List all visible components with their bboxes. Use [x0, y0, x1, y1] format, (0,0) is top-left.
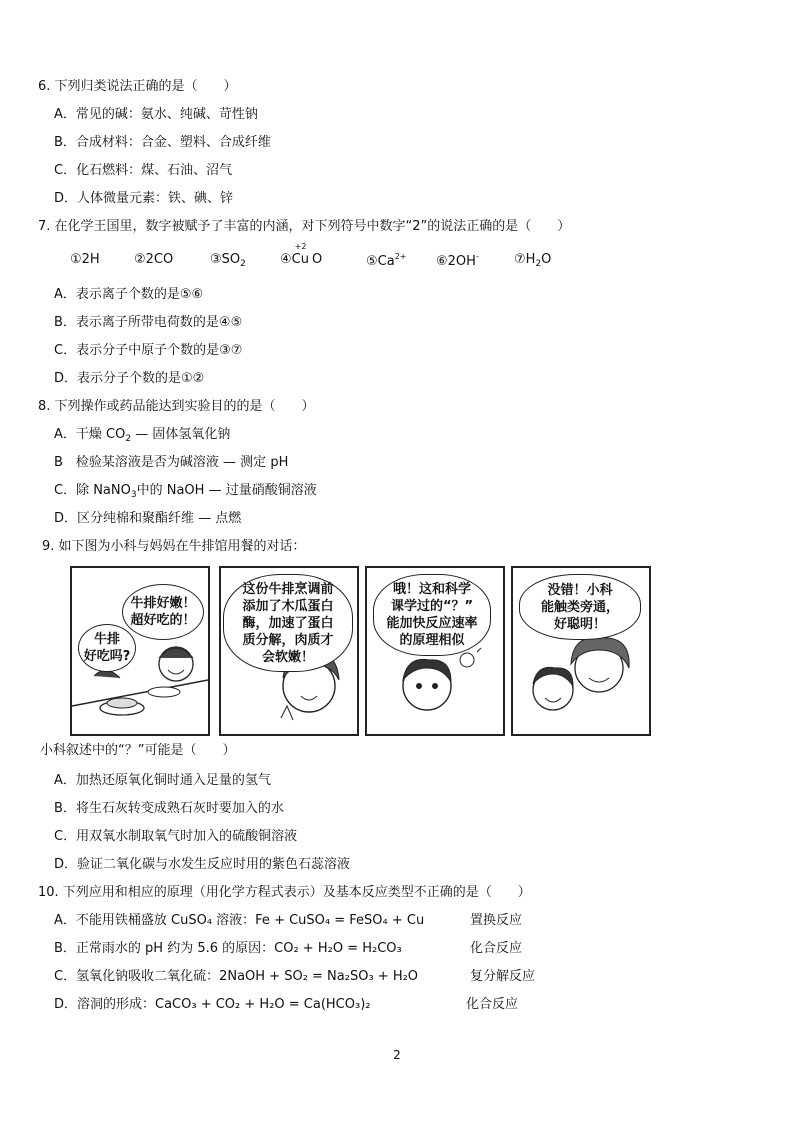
q6-stem: 6. 下列归类说法正确的是（ ）	[38, 79, 237, 94]
q10-option-d-type: 化合反应	[466, 997, 519, 1012]
q7-option-c: C．表示分子中原子个数的是③⑦	[54, 343, 243, 358]
symbol-7: $⑦H_2O$	[514, 252, 552, 269]
q10-option-a: A．不能用铁桶盛放 CuSO₄ 溶液：Fe + CuSO₄ = FeSO₄ + Cu	[54, 913, 425, 928]
comic-panel-2	[219, 566, 359, 736]
q6-option-b: B．合成材料：合金、塑料、合成纤维	[54, 135, 271, 150]
q10-option-d: D．溶洞的形成：CaCO₃ + CO₂ + H₂O = Ca(HCO₃)₂	[54, 997, 371, 1012]
q10-option-c-type: 复分解反应	[470, 969, 536, 984]
speech-bubble-mom-praise: 没错！小科 能触类旁通， 好聪明！	[519, 574, 641, 640]
symbol-4: ④ +2 Cu O	[280, 242, 323, 267]
comic-panel-3	[365, 566, 505, 736]
q10-option-b-type: 化合反应	[470, 941, 523, 956]
q9-question: 小科叙述中的“？”可能是（ ）	[40, 743, 236, 758]
symbol-5: $⑤Ca^{2+}$	[366, 252, 407, 269]
q6-option-d: D．人体微量元素：铁、碘、锌	[54, 191, 234, 206]
q7-option-a: A．表示离子个数的是⑤⑥	[54, 287, 204, 302]
symbol-6: ⑥2OH-	[436, 252, 479, 269]
page-number: 2	[393, 1048, 401, 1062]
q8-option-b: B 检验某溶液是否为碱溶液 — 测定 pH	[54, 455, 289, 470]
q7-option-d: D．表示分子个数的是①②	[54, 371, 205, 386]
q9-option-c: C．用双氧水制取氧气时加入的硫酸铜溶液	[54, 829, 298, 844]
q10-option-c: C．氢氧化钠吸收二氧化硫：2NaOH + SO₂ = Na₂SO₃ + H₂O	[54, 969, 419, 984]
speech-bubble-mom-explain: 这份牛排烹调前 添加了木瓜蛋白 酶，加速了蛋白 质分解，肉质才 会软嫩！	[223, 574, 353, 672]
symbol-1: ①2H	[70, 252, 100, 267]
q9-option-d: D．验证二氧化碳与水发生反应时用的紫色石蕊溶液	[54, 857, 351, 872]
q10-stem: 10. 下列应用和相应的原理（用化学方程式表示）及基本反应类型不正确的是（ ）	[38, 885, 531, 900]
speech-bubble-mom-question: 牛排 好吃吗?	[78, 624, 136, 672]
comic-panel-4	[511, 566, 651, 736]
q8-stem: 8. 下列操作或药品能达到实验目的的是（ ）	[38, 399, 315, 414]
q8-option-c: C．除 NaNO$_3$中的 NaOH — 过量硝酸铜溶液	[54, 483, 317, 500]
q6-option-a: A．常见的碱：氨水、纯碱、苛性钠	[54, 107, 258, 122]
q6-option-c: C．化石燃料：煤、石油、沼气	[54, 163, 233, 178]
q9-stem: 9. 如下图为小科与妈妈在牛排馆用餐的对话：	[42, 539, 306, 554]
speech-bubble-boy-idea: 哦！这和科学 课学过的“？” 能加快反应速率 的原理相似	[373, 574, 491, 656]
symbol-3: $③SO_2$	[210, 252, 246, 269]
q7-stem: 7. 在化学王国里，数字被赋予了丰富的内涵，对下列符号中数字“2”的说法正确的是（ ）	[38, 219, 571, 234]
q10-option-b: B．正常雨水的 pH 约为 5.6 的原因：CO₂ + H₂O = H₂CO₃	[54, 941, 402, 956]
q9-option-b: B．将生石灰转变成熟石灰时要加入的水	[54, 801, 284, 816]
comic-panel-1	[70, 566, 210, 736]
q7-option-b: B．表示离子所带电荷数的是④⑤	[54, 315, 243, 330]
q9-option-a: A．加热还原氧化铜时通入足量的氢气	[54, 773, 271, 788]
q8-option-a: A．干燥 $CO_2$ — 固体氢氧化钠	[54, 427, 231, 444]
symbol-2: ②2CO	[134, 252, 174, 267]
q10-option-a-type: 置换反应	[470, 913, 523, 928]
q8-option-d: D．区分纯棉和聚酯纤维 — 点燃	[54, 511, 242, 526]
speech-bubble-child: 牛排好嫩！ 超好吃的！	[122, 584, 204, 640]
